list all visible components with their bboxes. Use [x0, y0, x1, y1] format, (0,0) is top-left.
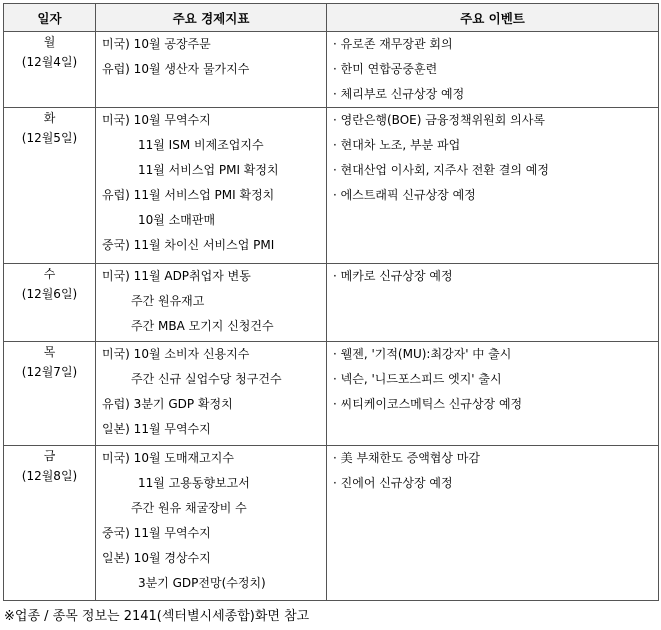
day-cell	[4, 342, 96, 446]
indicator-item: 10월 소매판매	[138, 213, 216, 227]
event-item: · 유로존 재무장관 회의	[333, 37, 453, 51]
event-item: · 체리부로 신규상장 예정	[333, 87, 465, 101]
event-item: · 한미 연합공중훈련	[333, 62, 438, 76]
event-item: · 메카로 신규상장 예정	[333, 269, 453, 283]
event-item: · 현대차 노조, 부분 파업	[333, 138, 461, 152]
event-item: · 에스트래픽 신규상장 예정	[333, 188, 476, 202]
event-item: · 웰젠, '기적(MU):최강자' 中 출시	[333, 347, 512, 361]
event-item: · 씨티케이코스메틱스 신규상장 예정	[333, 397, 523, 411]
indicator-item: 11월 고용동향보고서	[138, 476, 250, 490]
table-row	[4, 264, 659, 342]
indicator-item: 미국) 10월 공장주문	[102, 37, 211, 51]
header-date: 일자	[4, 4, 96, 32]
day-date: (12월6일)	[21, 287, 78, 301]
indicator-item: 중국) 11월 차이신 서비스업 PMI	[102, 238, 275, 252]
indicator-item: 미국) 11월 ADP취업자 변동	[102, 269, 251, 283]
day-cell	[4, 32, 96, 108]
event-item: · 현대산업 이사회, 지주사 전환 결의 예정	[333, 163, 549, 177]
event-item: · 美 부채한도 증액협상 마감	[333, 451, 480, 465]
indicator-item: 유럽) 11월 서비스업 PMI 확정치	[102, 188, 275, 202]
indicator-item: 주간 신규 실업수당 청구건수	[131, 372, 282, 386]
table-header-row	[4, 4, 659, 32]
day-name: 금	[43, 449, 56, 463]
events-cell	[327, 446, 659, 601]
table-row	[4, 32, 659, 108]
indicator-item: 주간 MBA 모기지 신청건수	[131, 319, 274, 333]
indicator-item: 일본) 11월 무역수지	[102, 422, 211, 436]
day-date: (12월4일)	[21, 55, 78, 69]
day-name: 월	[43, 35, 56, 49]
economic-schedule-table	[3, 3, 659, 601]
day-name: 화	[43, 111, 56, 125]
day-cell	[4, 446, 96, 601]
indicators-cell	[96, 446, 327, 601]
day-date: (12월5일)	[21, 131, 78, 145]
indicator-item: 일본) 10월 경상수지	[102, 551, 211, 565]
indicators-cell	[96, 108, 327, 264]
footnote: ※업종 / 종목 정보는 2141(섹터별시세종합)화면 참고	[4, 609, 310, 624]
events-cell	[327, 32, 659, 108]
day-name: 수	[43, 267, 56, 281]
day-cell	[4, 108, 96, 264]
events-cell	[327, 342, 659, 446]
day-cell	[4, 264, 96, 342]
indicators-cell	[96, 342, 327, 446]
day-date: (12월7일)	[21, 365, 78, 379]
indicator-item: 유럽) 3분기 GDP 확정치	[102, 397, 233, 411]
day-name: 목	[43, 345, 56, 359]
indicator-item: 중국) 11월 무역수지	[102, 526, 211, 540]
indicators-cell	[96, 32, 327, 108]
table-row	[4, 446, 659, 601]
indicator-item: 미국) 10월 소비자 신용지수	[102, 347, 250, 361]
events-cell	[327, 264, 659, 342]
indicator-item: 11월 ISM 비제조업지수	[138, 138, 264, 152]
event-item: · 넥슨, '니드포스피드 엣지' 출시	[333, 372, 502, 386]
indicators-cell	[96, 264, 327, 342]
events-cell	[327, 108, 659, 264]
indicator-item: 주간 원유재고	[131, 294, 205, 308]
event-item: · 영란은행(BOE) 금융정책위원회 의사록	[333, 113, 545, 127]
event-item: · 진에어 신규상장 예정	[333, 476, 453, 490]
day-date: (12월8일)	[21, 469, 78, 483]
header-events: 주요 이벤트	[327, 4, 659, 32]
indicator-item: 미국) 10월 무역수지	[102, 113, 211, 127]
indicator-item: 미국) 10월 도매재고지수	[102, 451, 234, 465]
indicator-item: 11월 서비스업 PMI 확정치	[138, 163, 279, 177]
indicator-item: 유럽) 10월 생산자 물가지수	[102, 62, 250, 76]
indicator-item: 3분기 GDP전망(수정치)	[138, 576, 266, 590]
table-row	[4, 342, 659, 446]
header-indicators: 주요 경제지표	[96, 4, 327, 32]
indicator-item: 주간 원유 채굴장비 수	[131, 501, 247, 515]
table-row	[4, 108, 659, 264]
